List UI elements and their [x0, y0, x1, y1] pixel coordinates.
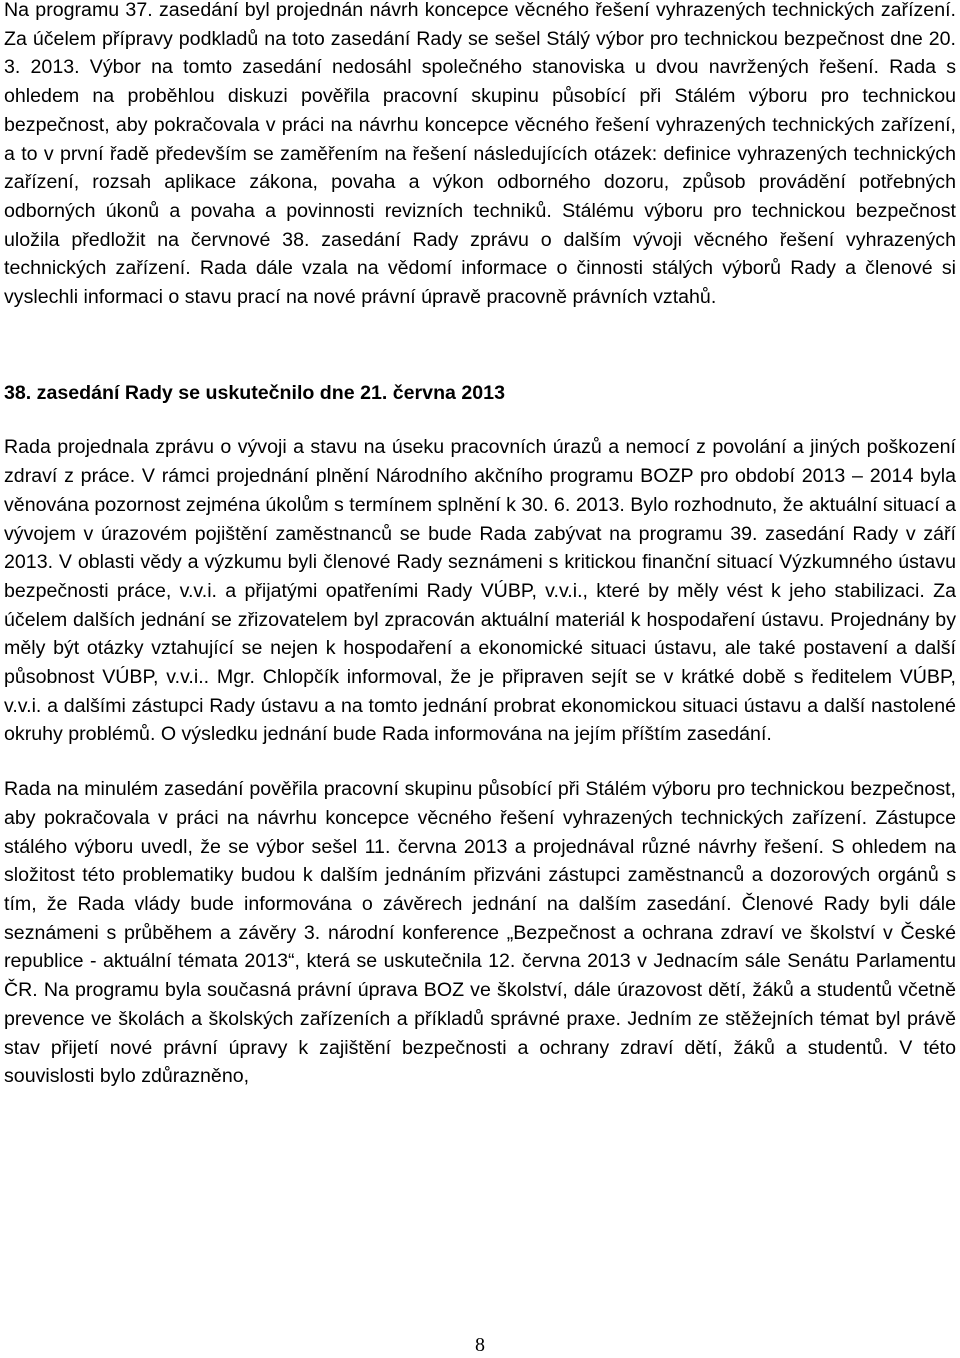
document-page [4, 0, 956, 1091]
page-number: 8 [475, 1334, 485, 1356]
body-paragraph: Na programu 37. zasedání byl projednán návrh koncepce věcného řešení vyhrazených technických zařízení. Za účelem přípravy podkladů na toto zasedání Rady se sešel Stálý výbor pro technickou bezpečnost dne 20. 3. 2013. Výbor na tomto zasedání nedosáhl společného stanoviska u dvou navržených řešení. Rada s ohledem na proběhlou diskuzi pověřila pracovní skupinu působící při Stálém výboru pro technickou bezpečnost, aby pokračovala v práci na návrhu koncepce věcného řešení vyhrazených technických zařízení, a to v první řadě především se zaměřením na řešení následujících otázek: definice vyhrazených technických zařízení, rozsah aplikace zákona, povaha a výkon odborného dozoru, způsob provádění potřebných odborných úkonů a povaha a povinnosti revizních techniků. Stálému výboru pro technickou bezpečnost uložila předložit na červnové 38. zasedání Rady zprávu o dalším vývoji věcného řešení vyhrazených technických zařízení. Rada dále vzala na vědomí informace o činnosti stálých výborů Rady a členové si vyslechli informaci o stavu prací na nové právní úpravě pracovně právních vztahů. [4, 0, 956, 309]
body-paragraph: Rada na minulém zasedání pověřila pracovní skupinu působící při Stálém výboru pro technickou bezpečnost, aby pokračovala v práci na návrhu koncepce věcného řešení vyhrazených technických zařízení. Zástupce stálého výboru uvedl, že se výbor sešel 11. června 2013 a projednával různé návrhy řešení. S ohledem na složitost této problematiky budou k dalším jednáním přizváni zástupci zaměstnanců a dozorových orgánů s tím, že Rada vlády bude informována o závěrech jednání na dalším zasedání. Členové Rady byli dále seznámeni s průběhem a závěry 3. národní konference „Bezpečnost a ochrana zdraví ve školství v České republice - aktuální témata 2013“, která se uskutečnila 12. června 2013 v Jednacím sále Senátu Parlamentu ČR. Na programu byla současná právní úprava BOZ ve školství, dále úrazovost dětí, žáků a studentů včetně prevence ve školách a školských zařízeních a příkladů správné praxe. Jedním ze stěžejních témat byl právě stav přijetí nové právní úpravy k zajištění bezpečnosti a ochrany zdraví dětí, žáků a studentů. V této souvislosti bylo zdůrazněno, [4, 778, 956, 1088]
section-heading: 38. zasedání Rady se uskutečnilo dne 21. června 2013 [4, 381, 505, 404]
body-paragraph: Rada projednala zprávu o vývoji a stavu na úseku pracovních úrazů a nemocí z povolání a jiných poškození zdraví z práce. V rámci projednání plnění Národního akčního programu BOZP pro období 2013 – 2014 byla věnována pozornost zejména úkolům s termínem splnění k 30. 6. 2013. Bylo rozhodnuto, že aktuální situací a vývojem v úrazovém pojištění zaměstnanců se bude Rada zabývat na programu 39. zasedání Rady v září 2013. V oblasti vědy a výzkumu byli členové Rady seznámeni s kritickou finanční situací Výzkumného ústavu bezpečnosti práce, v.v.i. a přijatými opatřeními Rady VÚBP, v.v.i., které by měly vést k jeho stabilizaci. Za účelem dalších jednání se zřizovatelem byl zpracován aktuální materiál k hospodaření ústavu. Projednány by měly být otázky vztahující se nejen k hospodaření a ekonomické situaci ústavu, ale také postavení a další působnost VÚBP, v.v.i.. Mgr. Chlopčík informoval, že je připraven sejít se v krátké době s ředitelem VÚBP, v.v.i. a dalšími zástupci Rady ústavu a na tomto jednání probrat ekonomickou situaci ústavu a další nastolené okruhy problémů. O výsledku jednání bude Rada informována na jejím příštím zasedání. [4, 436, 956, 746]
